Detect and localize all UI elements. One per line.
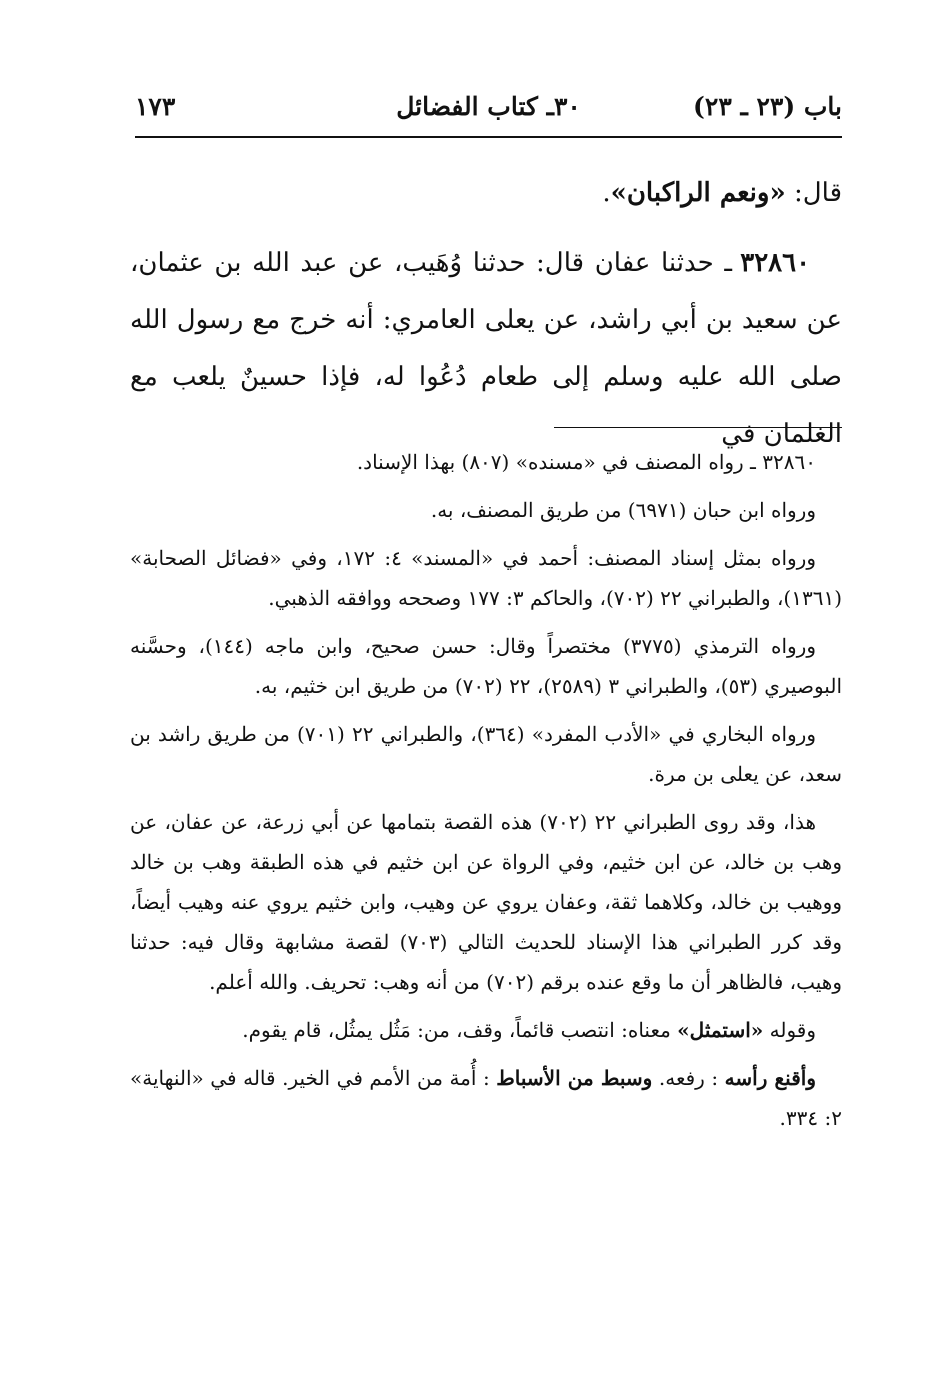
fn7-suffix: معناه: انتصب قائماً، وقف، من: مَثُل يمثُل، قام يقوم.	[242, 1018, 678, 1042]
fn8-suffix: : أُمة من الأمم في الخير. قاله في «النهاية» ٢: ٣٣٤.	[130, 1066, 842, 1130]
fn8-mid: : رفعه.	[652, 1066, 725, 1090]
header-divider	[135, 136, 842, 138]
footnote-paragraph-5: ورواه البخاري في «الأدب المفرد» (٣٦٤)، والطبراني ٢٢ (٧٠١) من طريق راشد بن سعد، عن يعلى بن مرة.	[130, 722, 842, 786]
intro-line	[130, 165, 842, 222]
fn8-term-1: وأقنع رأسه	[724, 1066, 816, 1090]
footnote-paragraph-4: ورواه الترمذي (٣٧٧٥) مختصراً وقال: حسن صحيح، وابن ماجه (١٤٤)، وحسَّنه البوصيري (٥٣)، والطبراني ٣ (٢٥٨٩)، ٢٢ (٧٠٢) من طريق ابن خثيم، به.	[130, 634, 842, 698]
fn7-prefix: وقوله	[763, 1018, 816, 1042]
main-text	[130, 165, 842, 463]
hadith-text: ـ حدثنا عفان قال: حدثنا وُهَيب، عن عبد الله بن عثمان، عن سعيد بن أبي راشد، عن يعلى العامري: أنه خرج مع رسول الله صلى الله عليه وسلم إلى طعام دُعُوا له، فإذا حسينٌ يلعب مع الغلمان في	[130, 248, 842, 449]
footnote-paragraph-3: ورواه بمثل إسناد المصنف: أحمد في «المسند» ٤: ١٧٢، وفي «فضائل الصحابة» (١٣٦١)، والطبراني ٢٢ (٧٠٢)، والحاكم ٣: ١٧٧ وصححه ووافقه الذهبي.	[130, 546, 842, 610]
hadith-number: ٣٢٨٦٠	[740, 248, 811, 278]
intro-quote: «ونعم الراكبان»	[610, 178, 786, 208]
fn7-term: «استمثل»	[677, 1018, 764, 1042]
hadith-paragraph	[130, 235, 842, 463]
page-number: ١٧٣	[135, 92, 176, 121]
footnotes	[130, 442, 842, 1146]
fn8-term-2: وسبط من الأسباط	[496, 1066, 653, 1090]
page-header	[135, 92, 842, 134]
chapter-heading: باب (٢٣ ـ ٢٣)	[693, 92, 842, 121]
intro-prefix: قال:	[785, 178, 842, 208]
intro-suffix: .	[602, 178, 611, 208]
footnote-paragraph-2: ورواه ابن حبان (٦٩٧١) من طريق المصنف، به.	[430, 498, 816, 522]
book-title: ٣٠ـ كتاب الفضائل	[396, 92, 581, 121]
footnote-paragraph-1: ٣٢٨٦٠ ـ رواه المصنف في «مسنده» (٨٠٧) بهذا الإسناد.	[356, 450, 816, 474]
footnote-paragraph-7	[130, 1010, 842, 1050]
footnote-paragraph-8	[130, 1058, 842, 1138]
footnote-divider	[554, 427, 842, 428]
footnote-paragraph-6: هذا، وقد روى الطبراني ٢٢ (٧٠٢) هذه القصة بتمامها عن أبي زرعة، عن عفان، عن وهب بن خالد، عن ابن خثيم، وفي الرواة عن ابن خثيم في هذه الطبقة وهب بن خالد ووهيب بن خالد، وكلاهما ثقة، وعفان يروي عن وهيب، وابن خثيم يروي عنه وهيب أيضاً، وقد كرر الطبراني هذا الإسناد للحديث التالي (٧٠٣) لقصة مشابهة وقال فيه: حدثنا وهيب، فالظاهر أن ما وقع عنده برقم (٧٠٢) من أنه وهب: تحريف. والله أعلم.	[130, 810, 842, 994]
